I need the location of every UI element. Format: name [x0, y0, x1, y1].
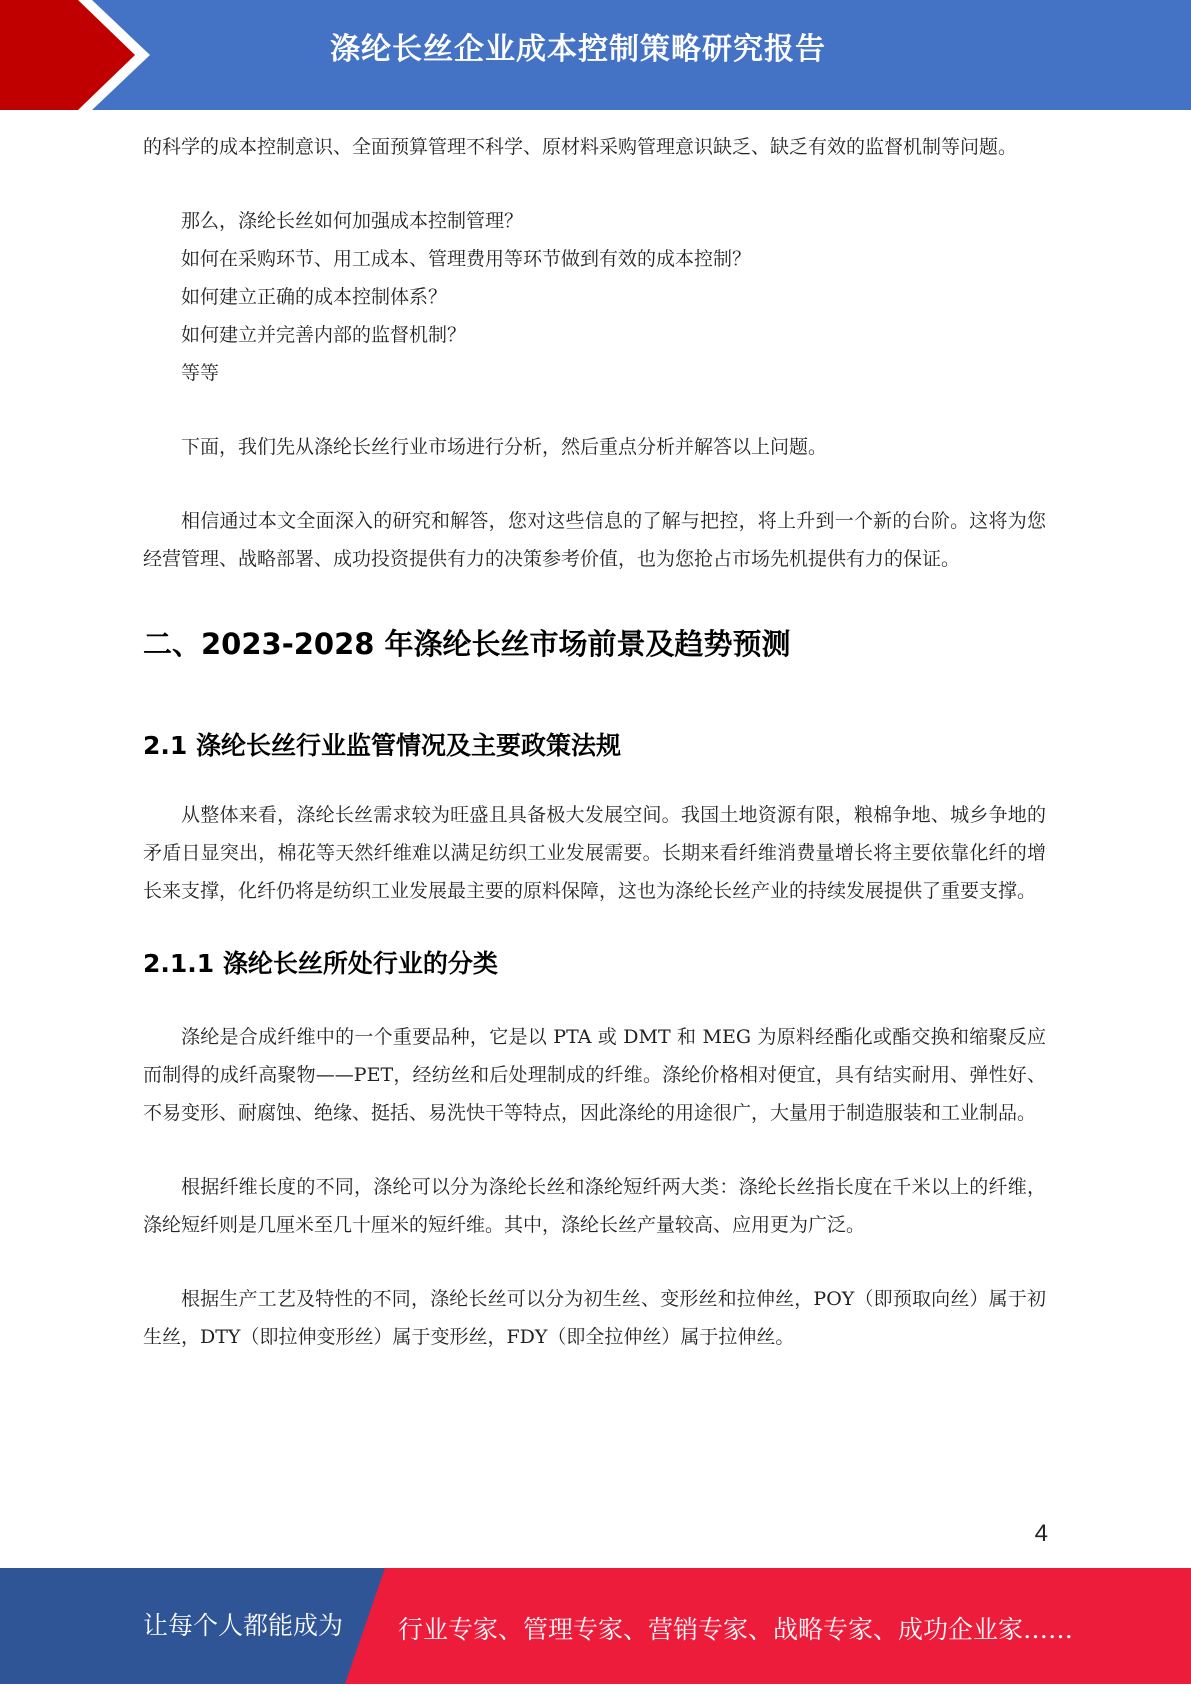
question-item: 等等 — [181, 362, 220, 384]
question-item: 如何在采购环节、用工成本、管理费用等环节做到有效的成本控制？ — [181, 248, 752, 270]
intro-continuation-paragraph: 的科学的成本控制意识、全面预算管理不科学、原材料采购管理意识缺乏、缺乏有效的监督机制等问题。 — [143, 136, 1018, 158]
subsubsection-heading: 2.1.1 涤纶长丝所处行业的分类 — [143, 949, 498, 978]
footer-slogan-left: 让每个人都能成为 — [143, 1611, 344, 1640]
next-steps-paragraph: 下面，我们先从涤纶长丝行业市场进行分析，然后重点分析并解答以上问题。 — [181, 436, 828, 458]
page-number: 4 — [1034, 1520, 1048, 1547]
page-content — [143, 128, 1046, 1356]
polyester-definition-paragraph: 涤纶是合成纤维中的一个重要品种，它是以 PTA 或 DMT 和 MEG 为原料经酯化或酯交换和缩聚反应而制得的成纤高聚物——PET，经纺丝和后处理制成的纤维。涤纶价格相对便宜，具有结实耐用、弹性好、不易变形、耐腐蚀、绝缘、挺括、易洗快干等特点，因此涤纶的用途很广，大量用于制造服装和工业制品。 — [143, 1026, 1046, 1124]
question-item: 如何建立并完善内部的监督机制？ — [181, 324, 467, 346]
section-heading: 二、2023-2028 年涤纶长丝市场前景及趋势预测 — [143, 627, 791, 661]
report-title: 涤纶长丝企业成本控制策略研究报告 — [330, 32, 826, 67]
fiber-length-paragraph: 根据纤维长度的不同，涤纶可以分为涤纶长丝和涤纶短纤两大类：涤纶长丝指长度在千米以上的纤维，涤纶短纤则是几厘米至几十厘米的短纤维。其中，涤纶长丝产量较高、应用更为广泛。 — [143, 1176, 1046, 1236]
page-footer — [0, 1568, 1191, 1684]
overall-paragraph: 从整体来看，涤纶长丝需求较为旺盛且具备极大发展空间。我国土地资源有限，粮棉争地、城乡争地的矛盾日显突出，棉花等天然纤维难以满足纺织工业发展需要。长期来看纤维消费量增长将主要依靠化纤的增长来支撑，化纤仍将是纺织工业发展最主要的原料保障，这也为涤纶长丝产业的持续发展提供了重要支撑。 — [143, 804, 1046, 902]
question-item: 如何建立正确的成本控制体系？ — [181, 286, 448, 308]
questions-list — [143, 202, 1046, 392]
production-process-paragraph: 根据生产工艺及特性的不同，涤纶长丝可以分为初生丝、变形丝和拉伸丝，POY（即预取向丝）属于初生丝，DTY（即拉伸变形丝）属于变形丝，FDY（即全拉伸丝）属于拉伸丝。 — [143, 1288, 1046, 1348]
page-header — [0, 0, 1191, 110]
subsection-heading: 2.1 涤纶长丝行业监管情况及主要政策法规 — [143, 731, 621, 760]
header-chevron-decoration — [0, 0, 160, 110]
footer-slogan-right: 行业专家、管理专家、营销专家、战略专家、成功企业家…… — [398, 1615, 1074, 1644]
question-item: 那么，涤纶长丝如何加强成本控制管理？ — [181, 210, 524, 232]
benefit-paragraph: 相信通过本文全面深入的研究和解答，您对这些信息的了解与把控，将上升到一个新的台阶。这将为您经营管理、战略部署、成功投资提供有力的决策参考价值，也为您抢占市场先机提供有力的保证。 — [143, 510, 1046, 570]
